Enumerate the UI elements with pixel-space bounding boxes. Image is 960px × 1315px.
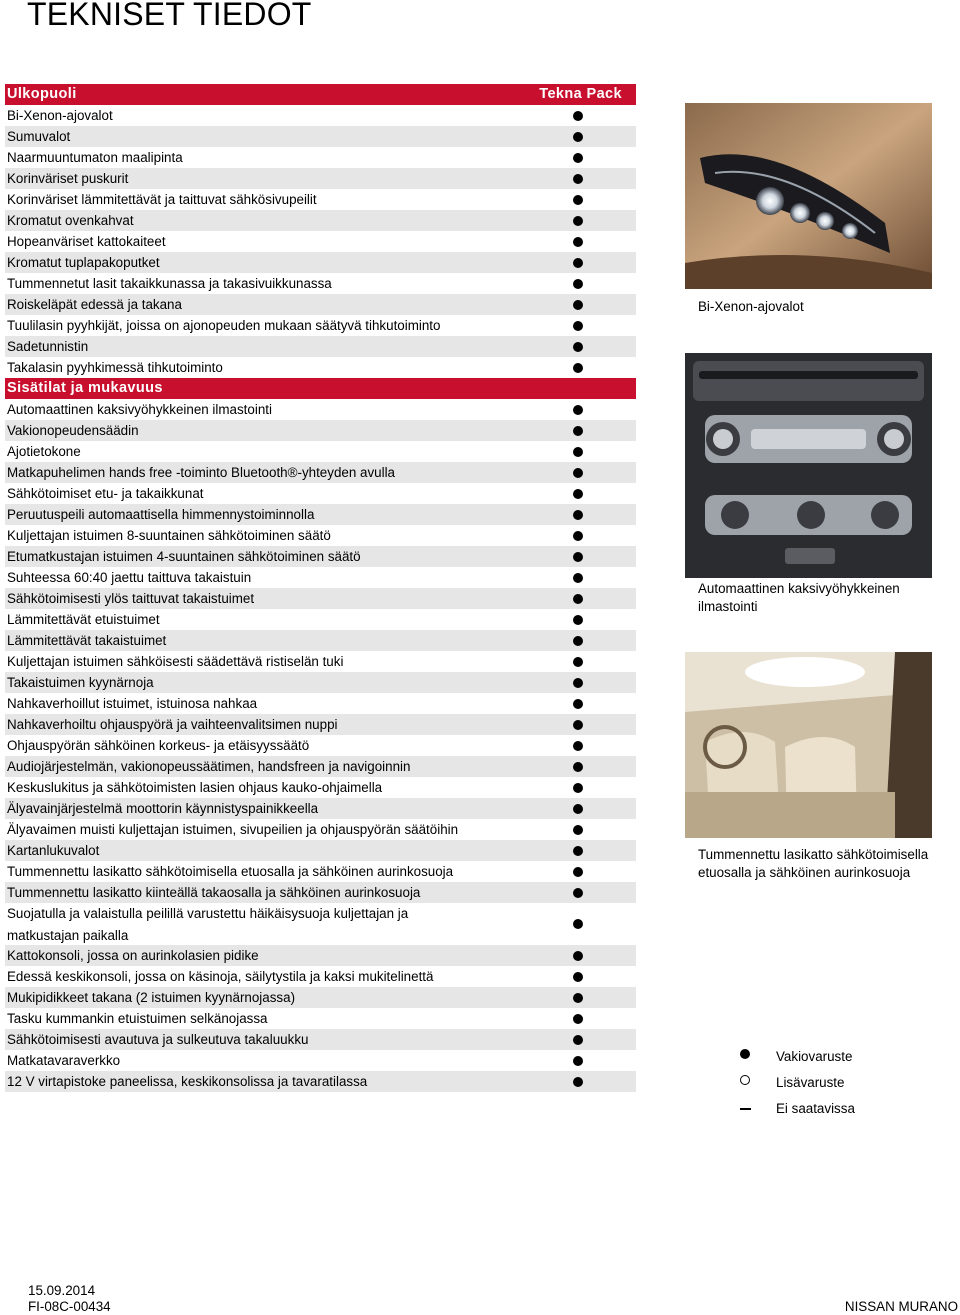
spec-row [5, 420, 636, 441]
spec-label: Ajotietokone [7, 444, 81, 459]
standard-dot-icon [573, 342, 583, 352]
spec-label: Tummennetut lasit takaikkunassa ja takasivuikkunassa [7, 276, 332, 291]
spec-label: Etumatkustajan istuimen 4-suuntainen sähkötoiminen säätö [7, 549, 361, 564]
spec-row [5, 735, 636, 756]
spec-label: Älyavainjärjestelmä moottorin käynnistyspainikkeella [7, 801, 319, 816]
spec-label: Sumuvalot [7, 129, 71, 144]
spec-label: Suhteessa 60:40 jaettu taittuva takaistuin [7, 570, 252, 585]
spec-label: Peruutuspeili automaattisella himmennystoiminnolla [7, 507, 315, 522]
spec-label: Sähkötoimiset etu- ja takaikkunat [7, 486, 204, 501]
standard-dot-icon [573, 888, 583, 898]
standard-dot-icon [573, 972, 583, 982]
spec-row [5, 399, 636, 420]
spec-row [5, 1029, 636, 1050]
spec-label: Kromatut tuplapakoputket [7, 255, 160, 270]
standard-dot-icon [573, 636, 583, 646]
spec-label: Mukipidikkeet takana (2 istuimen kyynärnojassa) [7, 990, 296, 1005]
spec-label: Sadetunnistin [7, 339, 89, 354]
headlight-photo [685, 103, 932, 289]
spec-row [5, 273, 636, 294]
spec-row [5, 483, 636, 504]
sunroof-interior-image [685, 652, 932, 838]
spec-row [5, 693, 636, 714]
standard-dot-icon [573, 216, 583, 226]
spec-row [5, 1050, 636, 1071]
footer-date: 15.09.2014 [28, 1283, 96, 1298]
spec-row [5, 651, 636, 672]
legend-standard: Vakiovaruste [776, 1049, 853, 1064]
dash-icon [740, 1108, 751, 1110]
section-header [5, 378, 636, 399]
spec-label: 12 V virtapistoke paneelissa, keskikonsolissa ja tavaratilassa [7, 1074, 368, 1089]
standard-dot-icon [573, 615, 583, 625]
headlight-image [685, 103, 932, 289]
spec-row [5, 357, 636, 378]
spec-label: Korinväriset lämmitettävät ja taittuvat sähkösivupeilit [7, 192, 317, 207]
caption-headlight: Bi-Xenon-ajovalot [698, 299, 804, 314]
spec-row [5, 903, 636, 945]
spec-row [5, 630, 636, 651]
standard-dot-icon [573, 468, 583, 478]
climate-control-image [685, 353, 932, 578]
standard-dot-icon [573, 300, 583, 310]
spec-label: Takalasin pyyhkimessä tihkutoiminto [7, 360, 223, 375]
standard-dot-icon [573, 867, 583, 877]
section-header [5, 84, 636, 105]
standard-dot-icon [573, 846, 583, 856]
spec-row [5, 609, 636, 630]
legend-unavailable: Ei saatavissa [776, 1101, 855, 1116]
standard-dot-icon [573, 720, 583, 730]
spec-label: Edessä keskikonsoli, jossa on käsinoja, säilytystila ja kaksi mukitelinettä [7, 969, 434, 984]
spec-label: Lämmitettävät takaistuimet [7, 633, 167, 648]
standard-dot-icon [573, 825, 583, 835]
spec-label: Tummennettu lasikatto sähkötoimisella etuosalla ja sähköinen aurinkosuoja [7, 864, 454, 879]
footer-code: FI-08C-00434 [28, 1299, 111, 1314]
spec-row [5, 966, 636, 987]
standard-dot-icon [573, 363, 583, 373]
spec-row [5, 840, 636, 861]
standard-dot-icon [573, 699, 583, 709]
spec-row [5, 567, 636, 588]
spec-row [5, 231, 636, 252]
spec-label: Sähkötoimisesti avautuva ja sulkeutuva takaluukku [7, 1032, 309, 1047]
standard-dot-icon [573, 531, 583, 541]
standard-dot-icon [573, 783, 583, 793]
spec-row [5, 861, 636, 882]
spec-table [5, 84, 636, 1092]
spec-row [5, 1071, 636, 1092]
spec-label: Bi-Xenon-ajovalot [7, 108, 113, 123]
standard-dot-icon [573, 195, 583, 205]
sunroof-interior-photo [685, 652, 932, 838]
spec-label: Kattokonsoli, jossa on aurinkolasien pidike [7, 948, 259, 963]
standard-dot-icon [573, 258, 583, 268]
spec-row [5, 525, 636, 546]
spec-row [5, 462, 636, 483]
spec-label: Sähkötoimisesti ylös taittuvat takaistuimet [7, 591, 255, 606]
page-title: TEKNISET TIEDOT [27, 0, 312, 32]
spec-label: Vakionopeudensäädin [7, 423, 139, 438]
spec-label: Tummennettu lasikatto kiinteällä takaosalla ja sähköinen aurinkosuoja [7, 885, 421, 900]
spec-row [5, 441, 636, 462]
standard-dot-icon [573, 741, 583, 751]
spec-label: Matkatavaraverkko [7, 1053, 121, 1068]
spec-label: Takaistuimen kyynärnoja [7, 675, 154, 690]
standard-dot-icon [573, 993, 583, 1003]
spec-row [5, 882, 636, 903]
standard-dot-icon [573, 153, 583, 163]
standard-dot-icon [573, 405, 583, 415]
standard-dot-icon [573, 279, 583, 289]
standard-dot-icon [573, 111, 583, 121]
spec-row [5, 168, 636, 189]
standard-dot-icon [573, 804, 583, 814]
spec-row [5, 714, 636, 735]
spec-label: Kuljettajan istuimen 8-suuntainen sähkötoiminen säätö [7, 528, 331, 543]
standard-dot-icon [573, 594, 583, 604]
spec-label: Audiojärjestelmän, vakionopeussäätimen, handsfreen ja navigoinnin [7, 759, 411, 774]
climate-control-photo [685, 353, 932, 578]
standard-dot-icon [573, 919, 583, 929]
spec-label: Suojatulla ja valaistulla peilillä varustettu häikäisysuoja kuljettajan ja matkustajan paikalla [7, 906, 409, 943]
spec-row [5, 294, 636, 315]
spec-label: Automaattinen kaksivyöhykkeinen ilmastointi [7, 402, 272, 417]
spec-row [5, 546, 636, 567]
footer-model: NISSAN MURANO [844, 1299, 958, 1314]
standard-dot-icon [573, 1056, 583, 1066]
spec-label: Ohjauspyörän sähköinen korkeus- ja etäisyyssäätö [7, 738, 310, 753]
spec-label: Hopeanväriset kattokaiteet [7, 234, 166, 249]
spec-label: Tasku kummankin etuistuimen selkänojassa [7, 1011, 268, 1026]
standard-dot-icon [573, 426, 583, 436]
section-title: Sisätilat ja mukavuus [7, 380, 163, 396]
spec-row [5, 588, 636, 609]
filled-circle-icon [740, 1049, 750, 1059]
standard-dot-icon [573, 552, 583, 562]
spec-label: Korinväriset puskurit [7, 171, 129, 186]
spec-row [5, 126, 636, 147]
caption-sunroof: Tummennettu lasikatto sähkötoimisella etuosalla ja sähköinen aurinkosuoja [698, 847, 929, 880]
spec-label: Nahkaverhoillut istuimet, istuinosa nahkaa [7, 696, 258, 711]
spec-row [5, 1008, 636, 1029]
standard-dot-icon [573, 678, 583, 688]
legend-optional: Lisävaruste [776, 1075, 845, 1090]
pack-column-header: Tekna Pack [539, 86, 622, 102]
spec-row [5, 672, 636, 693]
spec-row [5, 336, 636, 357]
section-title: Ulkopuoli [7, 86, 77, 102]
spec-row [5, 798, 636, 819]
spec-row [5, 756, 636, 777]
standard-dot-icon [573, 489, 583, 499]
standard-dot-icon [573, 174, 583, 184]
spec-row [5, 210, 636, 231]
standard-dot-icon [573, 762, 583, 772]
spec-label: Tuulilasin pyyhkijät, joissa on ajonopeuden mukaan säätyvä tihkutoiminto [7, 318, 441, 333]
hollow-circle-icon [740, 1075, 750, 1085]
spec-row [5, 987, 636, 1008]
standard-dot-icon [573, 951, 583, 961]
spec-row [5, 189, 636, 210]
spec-label: Keskuslukitus ja sähkötoimisten lasien ohjaus kauko-ohjaimella [7, 780, 383, 795]
spec-label: Naarmuuntumaton maalipinta [7, 150, 183, 165]
spec-label: Kartanlukuvalot [7, 843, 100, 858]
spec-row [5, 819, 636, 840]
spec-row [5, 777, 636, 798]
standard-dot-icon [573, 1014, 583, 1024]
spec-label: Lämmitettävät etuistuimet [7, 612, 160, 627]
caption-climate: Automaattinen kaksivyöhykkeinen ilmastointi [698, 581, 900, 614]
standard-dot-icon [573, 132, 583, 142]
spec-row [5, 147, 636, 168]
spec-row [5, 315, 636, 336]
standard-dot-icon [573, 1035, 583, 1045]
spec-row [5, 504, 636, 525]
standard-dot-icon [573, 657, 583, 667]
spec-label: Roiskeläpät edessä ja takana [7, 297, 182, 312]
spec-label: Älyavaimen muisti kuljettajan istuimen, sivupeilien ja ohjauspyörän säätöihin [7, 822, 459, 837]
standard-dot-icon [573, 237, 583, 247]
standard-dot-icon [573, 510, 583, 520]
spec-label: Nahkaverhoiltu ohjauspyörä ja vaihteenvalitsimen nuppi [7, 717, 338, 732]
spec-row [5, 945, 636, 966]
spec-row [5, 105, 636, 126]
standard-dot-icon [573, 447, 583, 457]
standard-dot-icon [573, 573, 583, 583]
spec-label: Kromatut ovenkahvat [7, 213, 134, 228]
spec-label: Matkapuhelimen hands free -toiminto Bluetooth®-yhteyden avulla [7, 465, 396, 480]
spec-row [5, 252, 636, 273]
spec-label: Kuljettajan istuimen sähköisesti säädettävä ristiselän tuki [7, 654, 344, 669]
standard-dot-icon [573, 1077, 583, 1087]
standard-dot-icon [573, 321, 583, 331]
